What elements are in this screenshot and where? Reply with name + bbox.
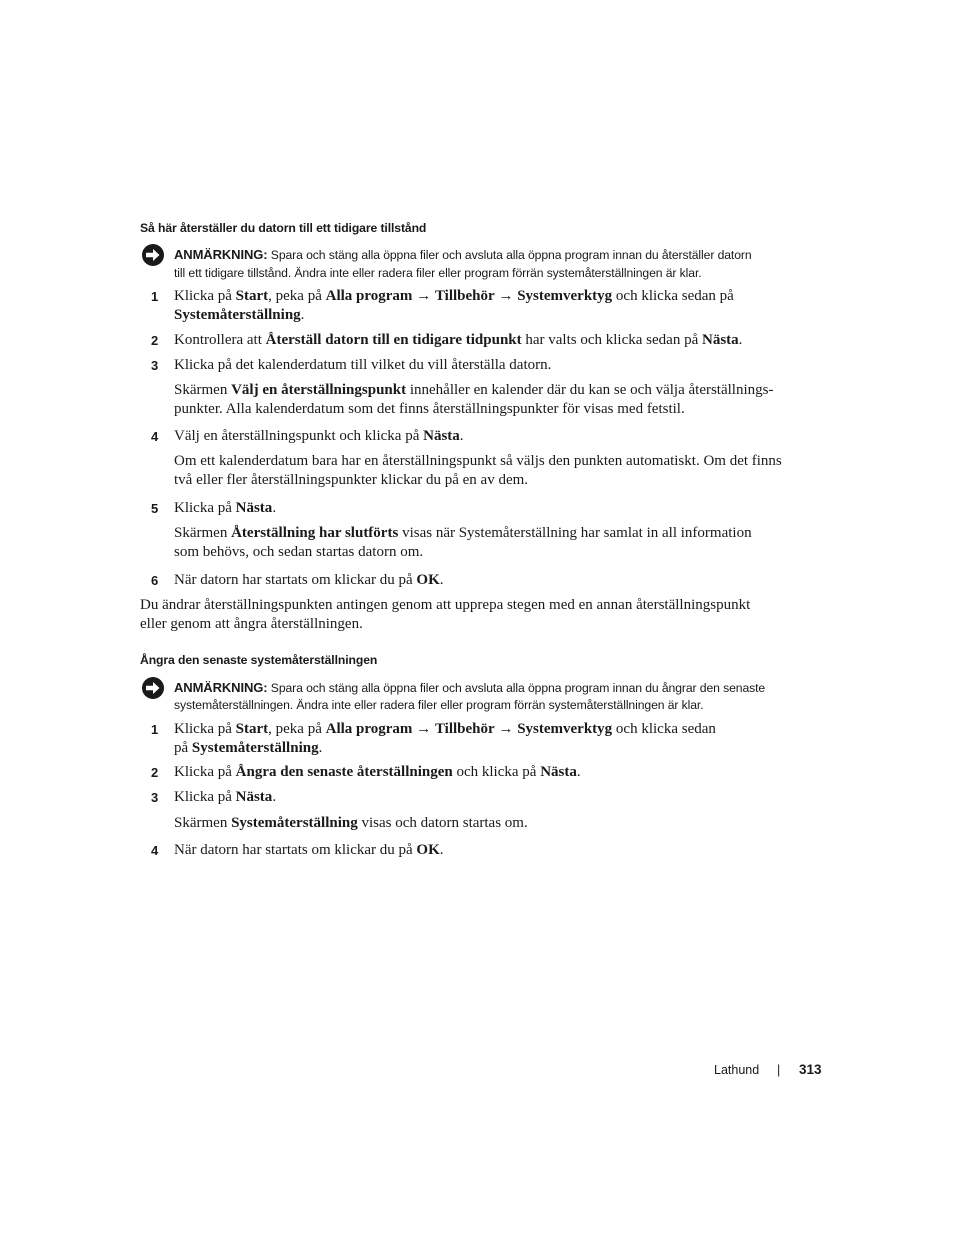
step-detail: Skärmen Välj en återställningspunkt innehåller en kalender där du kan se och välja återställnings- — [174, 382, 774, 398]
step-number: 2 — [151, 765, 159, 780]
page-number: 313 — [799, 1062, 822, 1077]
step-detail-cont: två eller fler återställningspunkter klickar du på en av dem. — [174, 472, 529, 488]
step-text: Klicka på Nästa. — [174, 789, 277, 805]
step-text: När datorn har startats om klickar du på OK. — [174, 842, 444, 858]
step-number: 3 — [151, 790, 159, 805]
notice-text: ANMÄRKNING: Spara och stäng alla öppna filer och avsluta alla öppna program innan du ångrar den senaste — [174, 680, 766, 695]
notice-arrow-icon — [141, 676, 165, 700]
step-text-cont: Systemåterställning. — [174, 307, 305, 323]
step-number: 3 — [151, 358, 159, 373]
step-text: Kontrollera att Återställ datorn till en tidigare tidpunkt har valts och klicka sedan på Nästa. — [174, 332, 743, 348]
step-text: Klicka på Ångra den senaste återställningen och klicka på Nästa. — [174, 764, 581, 780]
step-number: 4 — [151, 429, 159, 444]
step-text: Klicka på Start, peka på Alla program → Tillbehör → Systemverktyg och klicka sedan på — [174, 288, 734, 304]
step-detail-cont: punkter. Alla kalenderdatum som det finns återställningspunkter för visas med fetstil. — [174, 401, 685, 417]
step-number: 4 — [151, 843, 159, 858]
step-detail: Skärmen Återställning har slutförts visas när Systemåterställning har samlat in all information — [174, 525, 752, 541]
paragraph: Du ändrar återställningspunkten antingen genom att upprepa stegen med en annan återställningspunkt — [140, 597, 751, 613]
step-number: 2 — [151, 333, 159, 348]
step-detail: Skärmen Systemåterställning visas och datorn startas om. — [174, 815, 528, 831]
notice-text-cont: till ett tidigare tillstånd. Ändra inte eller radera filer eller program förrän systemåterställningen är klar. — [174, 266, 702, 280]
step-text: När datorn har startats om klickar du på OK. — [174, 572, 444, 588]
step-number: 1 — [151, 722, 159, 737]
step-number: 1 — [151, 289, 159, 304]
step-number: 5 — [151, 501, 159, 516]
step-number: 6 — [151, 573, 159, 588]
notice-text: ANMÄRKNING: Spara och stäng alla öppna filer och avsluta alla öppna program innan du återställer datorn — [174, 247, 752, 262]
step-detail-cont: som behövs, och sedan startas datorn om. — [174, 544, 424, 560]
notice-label: ANMÄRKNING: — [174, 247, 268, 262]
notice-label: ANMÄRKNING: — [174, 680, 268, 695]
paragraph-cont: eller genom att ångra återställningen. — [140, 616, 363, 632]
step-text: Klicka på det kalenderdatum till vilket du vill återställa datorn. — [174, 357, 552, 373]
step-text: Klicka på Nästa. — [174, 500, 277, 516]
footer-separator: | — [777, 1063, 781, 1077]
step-text: Klicka på Start, peka på Alla program → Tillbehör → Systemverktyg och klicka sedan — [174, 721, 716, 737]
section-heading: Så här återställer du datorn till ett tidigare tillstånd — [140, 221, 427, 235]
step-text: Välj en återställningspunkt och klicka på Nästa. — [174, 428, 464, 444]
step-text-cont: på Systemåterställning. — [174, 740, 323, 756]
notice-text-cont: systemåterställningen. Ändra inte eller radera filer eller program förrän systemåterställningen är klar. — [174, 698, 704, 712]
step-detail: Om ett kalenderdatum bara har en återställningspunkt så väljs den punkten automatiskt. Om det finns — [174, 453, 782, 469]
notice-arrow-icon — [141, 243, 165, 267]
section-heading: Ångra den senaste systemåterställningen — [140, 653, 378, 667]
footer-section-name: Lathund — [714, 1063, 760, 1077]
